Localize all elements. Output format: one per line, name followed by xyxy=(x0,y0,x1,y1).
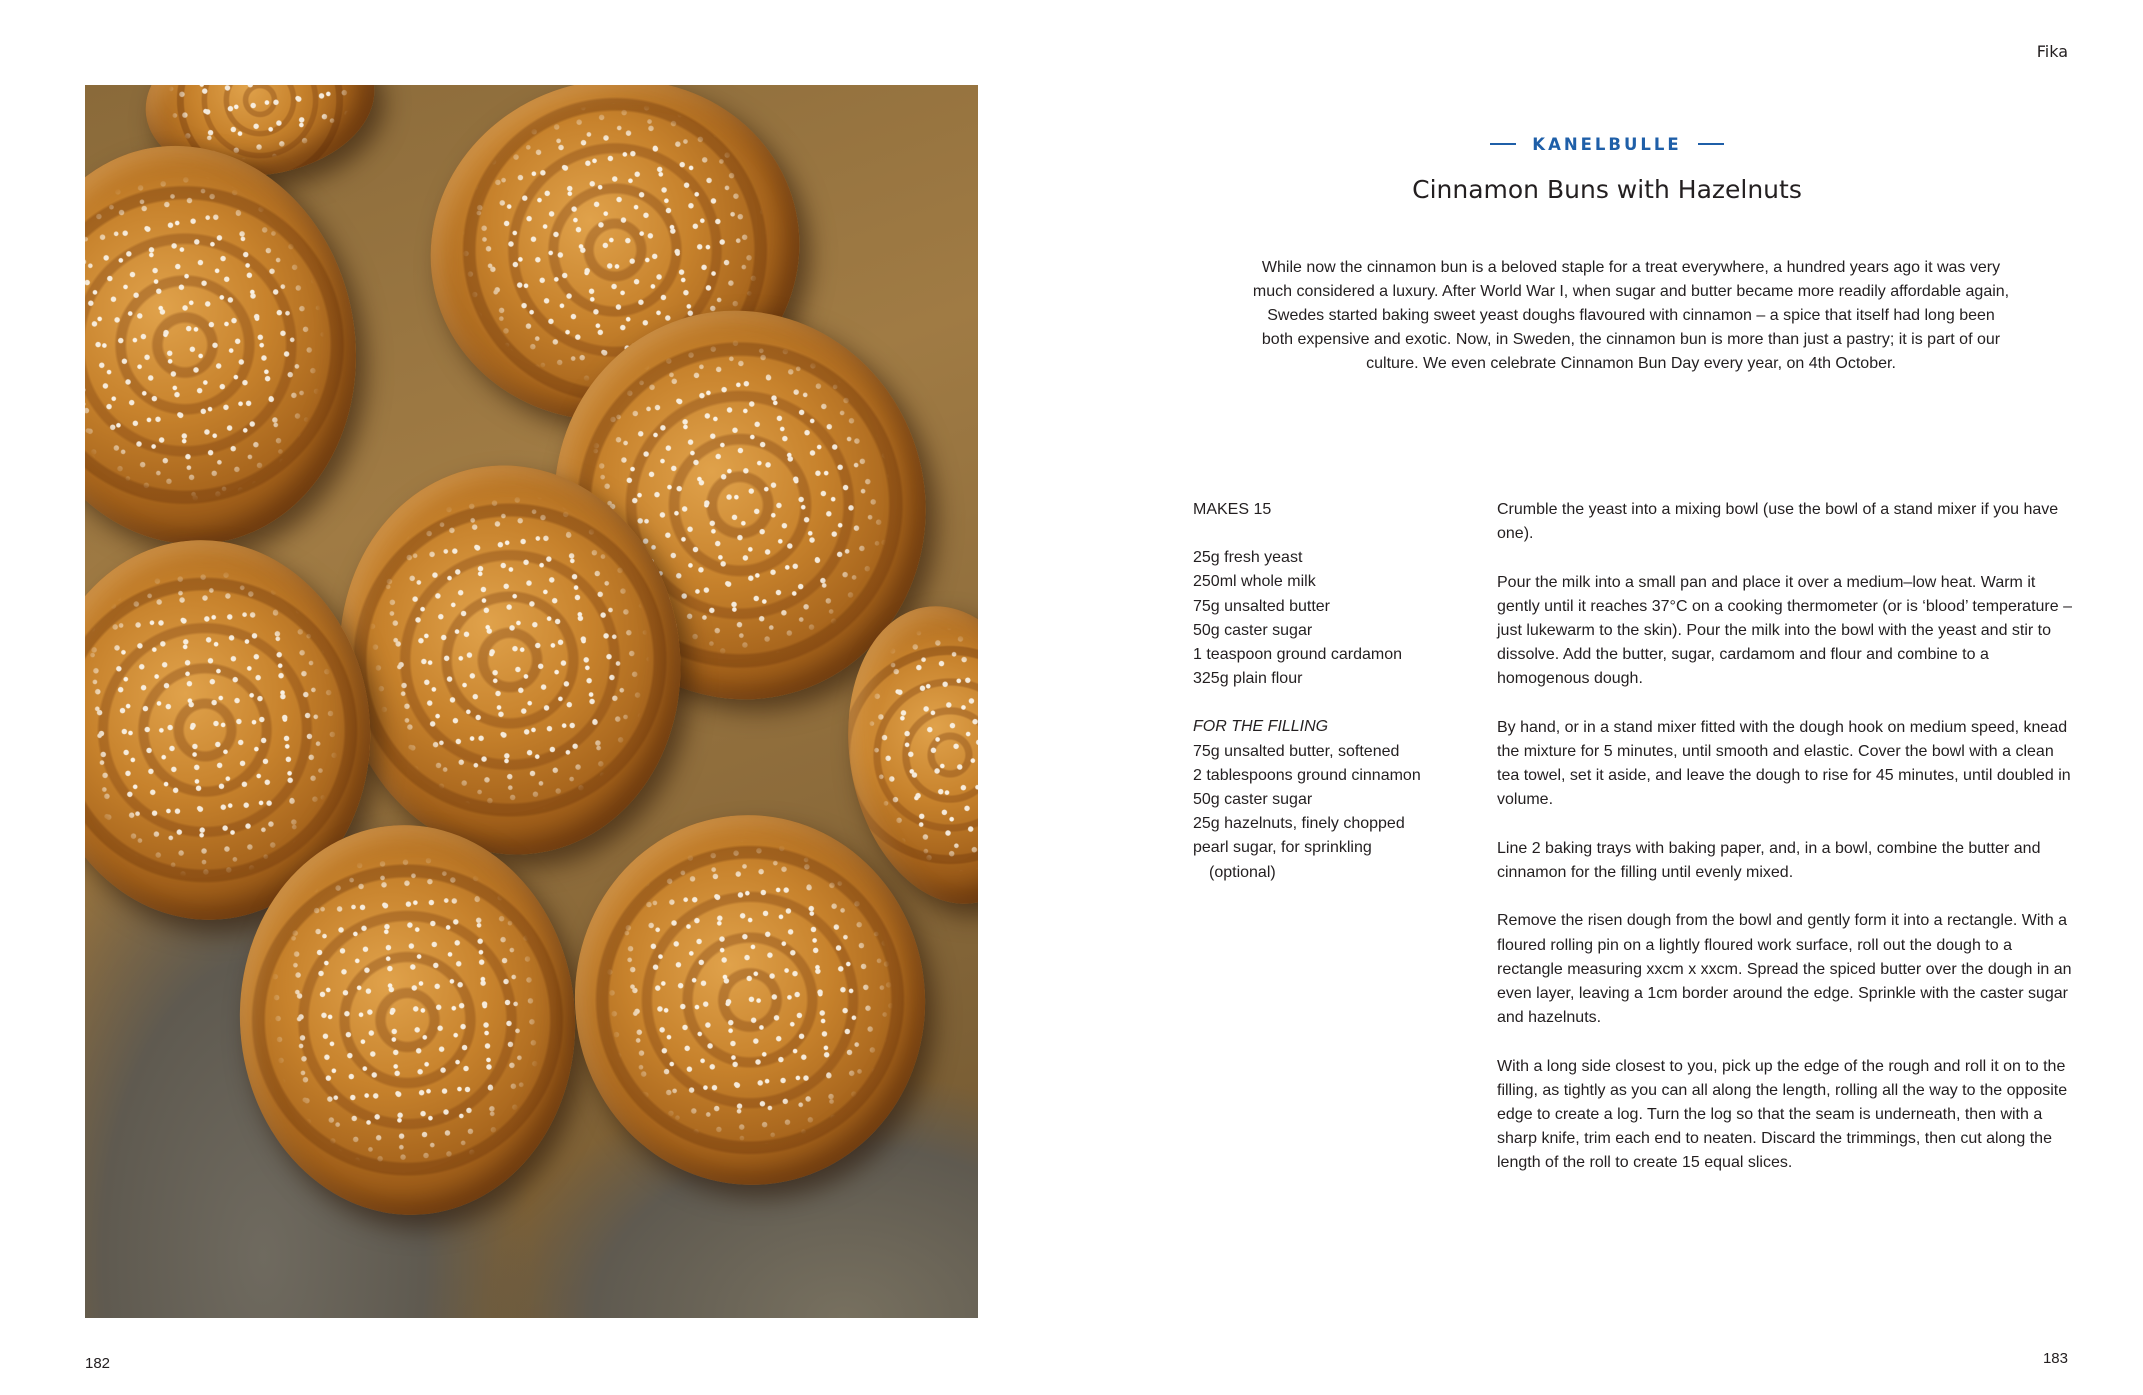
yield-label: MAKES 15 xyxy=(1193,501,1272,518)
right-page xyxy=(1071,0,2143,1395)
bun-image xyxy=(557,798,944,1203)
recipe-intro: While now the cinnamon bun is a beloved staple for a treat everywhere, a hundred years ago it was very much considered a luxury. After World War I, when sugar and butter became more readily affordable again, Swedes started baking sweet yeast doughs flavoured with cinnamon – a spice that itself had long been both expensive and exotic. Now, in Sweden, the cinnamon bun is more than just a pastry; it is part of our culture. We even celebrate Cinnamon Bun Day every year, on 4th October. xyxy=(1252,259,2010,372)
ingredients-list xyxy=(1193,498,1483,885)
filling-heading: FOR THE FILLING xyxy=(1193,718,1329,736)
method-steps xyxy=(1497,498,2077,1200)
ingredient-item: 25g fresh yeast xyxy=(1193,549,1303,567)
kicker-rule-left xyxy=(1490,143,1516,145)
page-number-right: 183 xyxy=(2042,1350,2068,1367)
ingredient-item: 250ml whole milk xyxy=(1193,573,1316,591)
method-step: By hand, or in a stand mixer fitted with the dough hook on medium speed, knead the mixture for 5 minutes, until smooth and elastic. Cover the bowl with a clean tea towel, set it aside, and leave the dough to rise for 45 minutes, until doubled in volume. xyxy=(1497,718,2071,809)
ingredient-item: pearl sugar, for sprinkling xyxy=(1193,839,1372,857)
ingredient-item: 50g caster sugar xyxy=(1193,621,1313,639)
recipe-title: Cinnamon Buns with Hazelnuts xyxy=(1412,175,1802,204)
cinnamon-buns-photo xyxy=(85,85,978,1318)
ingredient-item: 1 teaspoon ground cardamon xyxy=(1193,646,1403,664)
ingredient-item: 325g plain flour xyxy=(1193,670,1303,688)
kicker-text: KANELBULLE xyxy=(1532,135,1682,154)
ingredient-item: 75g unsalted butter xyxy=(1193,597,1330,615)
ingredient-note: (optional) xyxy=(1209,863,1276,881)
left-page xyxy=(0,0,1071,1395)
bun-image xyxy=(85,119,387,572)
ingredient-item: 2 tablespoons ground cinnamon xyxy=(1193,766,1421,784)
recipe-kicker xyxy=(1071,135,2143,154)
ingredient-item: 75g unsalted butter, softened xyxy=(1193,742,1400,760)
ingredient-item: 25g hazelnuts, finely chopped xyxy=(1193,815,1405,833)
running-head: Fika xyxy=(2036,42,2068,61)
page-number-left: 182 xyxy=(85,1355,111,1372)
ingredient-item: 50g caster sugar xyxy=(1193,791,1313,809)
method-step: With a long side closest to you, pick up the edge of the rough and roll it on to the filling, as tightly as you can all along the length, rolling all the way to the opposite edge to create a log. Turn the log so that the seam is underneath, then with a sharp knife, trim each end to neaten. Discard the trimmings, then cut along the length of the roll to create 15 equal slices. xyxy=(1497,1057,2068,1172)
method-step: Pour the milk into a small pan and place it over a medium–low heat. Warm it gently until it reaches 37°C on a cooking thermometer (or is ‘blood’ temperature – just lukewarm to the skin). Pour the milk into the bowl with the yeast and stir to dissolve. Add the butter, sugar, cardamom and flour and combine to a homogenous dough. xyxy=(1497,573,2072,688)
method-step: Crumble the yeast into a mixing bowl (use the bowl of a stand mixer if you have one). xyxy=(1497,501,2059,543)
method-step: Line 2 baking trays with baking paper, and, in a bowl, combine the butter and cinnamon for the filling until evenly mixed. xyxy=(1497,839,2041,881)
pearl-sugar xyxy=(557,798,944,1203)
kicker-rule-right xyxy=(1698,143,1724,145)
pearl-sugar xyxy=(85,119,387,572)
method-step: Remove the risen dough from the bowl and gently form it into a rectangle. With a floured rolling pin on a lightly floured work surface, roll out the dough to a rectangle measuring xxcm x xxcm. Spread the spiced butter over the dough in an even layer, leaving a 1cm border around the edge. Sprinkle with the caster sugar and hazelnuts. xyxy=(1497,912,2072,1027)
